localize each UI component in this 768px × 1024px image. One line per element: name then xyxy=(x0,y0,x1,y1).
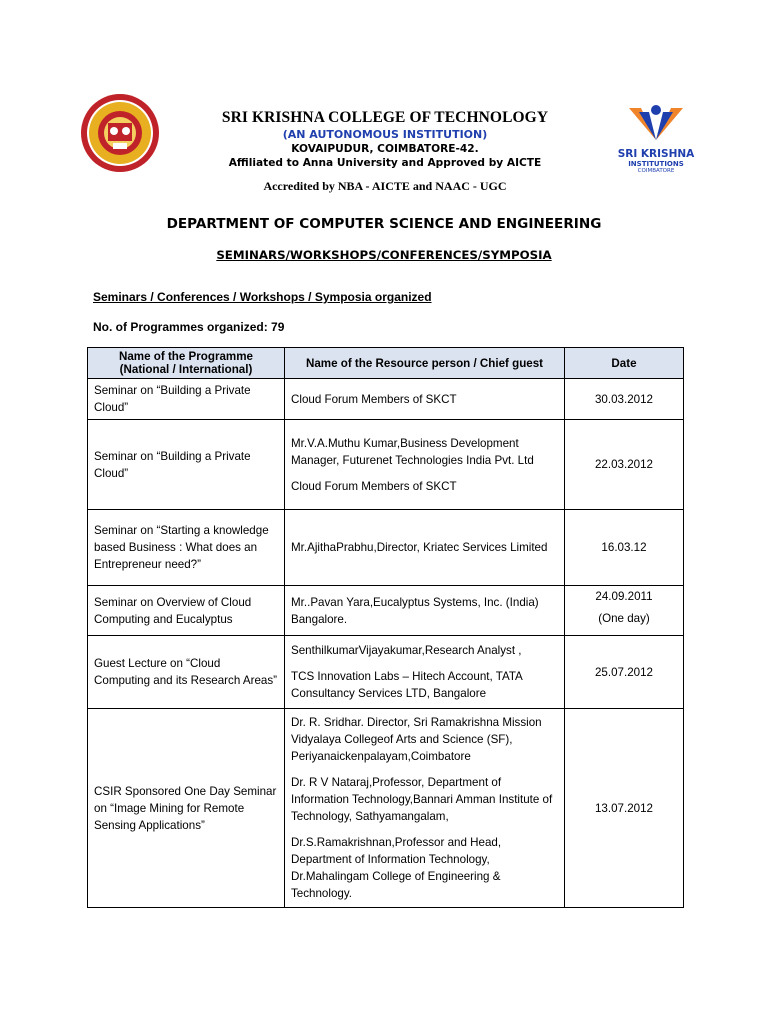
resource-cell xyxy=(285,420,565,510)
programme-name-cell: Seminar on “Building a Private Cloud” xyxy=(88,420,285,510)
programme-name-cell: Guest Lecture on “Cloud Computing and its Research Areas” xyxy=(88,636,285,709)
resource-cell xyxy=(285,586,565,636)
resource-text: Mr.V.A.Muthu Kumar,Business Development Manager, Futurenet Technologies India Pvt. Ltd xyxy=(291,436,534,467)
resource-text: SenthilkumarVijayakumar,Research Analyst , xyxy=(291,644,522,657)
resource-cell xyxy=(285,636,565,709)
resource-cell xyxy=(285,379,565,420)
resource-text: Dr.S.Ramakrishnan,Professor and Head, Department of Information Technology, Dr.Mahalingam College of Engineering & Technology. xyxy=(291,836,502,900)
header-programme-name xyxy=(88,348,285,379)
college-emblem-logo xyxy=(80,93,160,173)
date-text: 25.07.2012 xyxy=(594,665,654,679)
table-header-row xyxy=(88,348,684,379)
date-stack xyxy=(571,588,677,627)
college-name: SRI KRISHNA COLLEGE OF TECHNOLOGY xyxy=(221,109,549,126)
date-duration-text: (One day) xyxy=(598,612,650,625)
header-resource-person: Name of the Resource person / Chief guest xyxy=(285,348,565,379)
header-programme-name-line1: Name of the Programme xyxy=(118,350,253,363)
autonomous-label: (AN AUTONOMOUS INSTITUTION) xyxy=(282,128,488,141)
table-row xyxy=(88,510,684,586)
date-text: 24.09.2011 xyxy=(595,590,653,603)
resource-text: Cloud Forum Members of SKCT xyxy=(291,479,457,493)
resource-cell xyxy=(285,510,565,586)
resource-cell xyxy=(285,709,565,908)
date-cell xyxy=(565,636,684,709)
date-text: 16.03.12 xyxy=(601,541,647,554)
accreditation-line: Accredited by NBA - AICTE and NAAC - UGC xyxy=(263,179,507,193)
date-cell xyxy=(565,379,684,420)
programme-name-cell: Seminar on “Starting a knowledge based Business : What does an Entrepreneur need?” xyxy=(88,510,285,586)
table-row xyxy=(88,420,684,510)
resource-text: Cloud Forum Members of SKCT xyxy=(291,392,457,406)
subheading: Seminars / Conferences / Workshops / Symposia organized xyxy=(93,290,432,304)
table-row xyxy=(88,636,684,709)
resource-text: Mr..Pavan Yara,Eucalyptus Systems, Inc. (India) Bangalore. xyxy=(291,595,539,626)
resource-text: Dr. R. Sridhar. Director, Sri Ramakrishna Mission Vidyalaya Collegeof Arts and Science (SF), Periyanaickenpalayam,Coimbatore xyxy=(291,716,542,763)
resource-text: TCS Innovation Labs – Hitech Account, TATA Consultancy Services LTD, Bangalore xyxy=(291,670,523,700)
date-text: 22.03.2012 xyxy=(594,458,654,471)
college-address: KOVAIPUDUR, COIMBATORE-42. xyxy=(291,143,479,155)
logo-text-line3: COIMBATORE xyxy=(637,168,675,174)
institution-header xyxy=(170,108,600,170)
date-cell xyxy=(565,420,684,510)
logo-text-line2: INSTITUTIONS xyxy=(628,160,684,168)
programme-name-cell: Seminar on “Building a Private Cloud” xyxy=(88,379,285,420)
date-cell xyxy=(565,709,684,908)
programme-count: No. of Programmes organized: 79 xyxy=(93,320,285,334)
date-text: 13.07.2012 xyxy=(594,801,654,815)
resource-text: Mr.AjithaPrabhu,Director, Kriatec Services Limited xyxy=(291,541,548,554)
programme-name-cell: Seminar on Overview of Cloud Computing and Eucalyptus xyxy=(88,586,285,636)
date-cell xyxy=(565,586,684,636)
table-row xyxy=(88,586,684,636)
section-title: SEMINARS/WORKSHOPS/CONFERENCES/SYMPOSIA xyxy=(216,248,552,262)
programmes-table xyxy=(87,347,684,908)
affiliation-line: Affiliated to Anna University and Approved by AICTE xyxy=(228,157,542,169)
table-row xyxy=(88,379,684,420)
sri-krishna-institutions-logo xyxy=(616,102,696,177)
programme-name-cell: CSIR Sponsored One Day Seminar on “Image Mining for Remote Sensing Applications” xyxy=(88,709,285,908)
header-programme-name-line2: (National / International) xyxy=(119,363,253,376)
date-text: 30.03.2012 xyxy=(594,392,654,406)
department-title: DEPARTMENT OF COMPUTER SCIENCE AND ENGINEERING xyxy=(166,216,602,232)
logo-text-line1: SRI KRISHNA xyxy=(617,148,695,160)
date-cell xyxy=(565,510,684,586)
resource-text: Dr. R V Nataraj,Professor, Department of Information Technology,Bannari Amman Institute of Technology, Sathyamangalam, xyxy=(291,776,553,823)
header-date: Date xyxy=(565,348,684,379)
table-row xyxy=(88,709,684,908)
